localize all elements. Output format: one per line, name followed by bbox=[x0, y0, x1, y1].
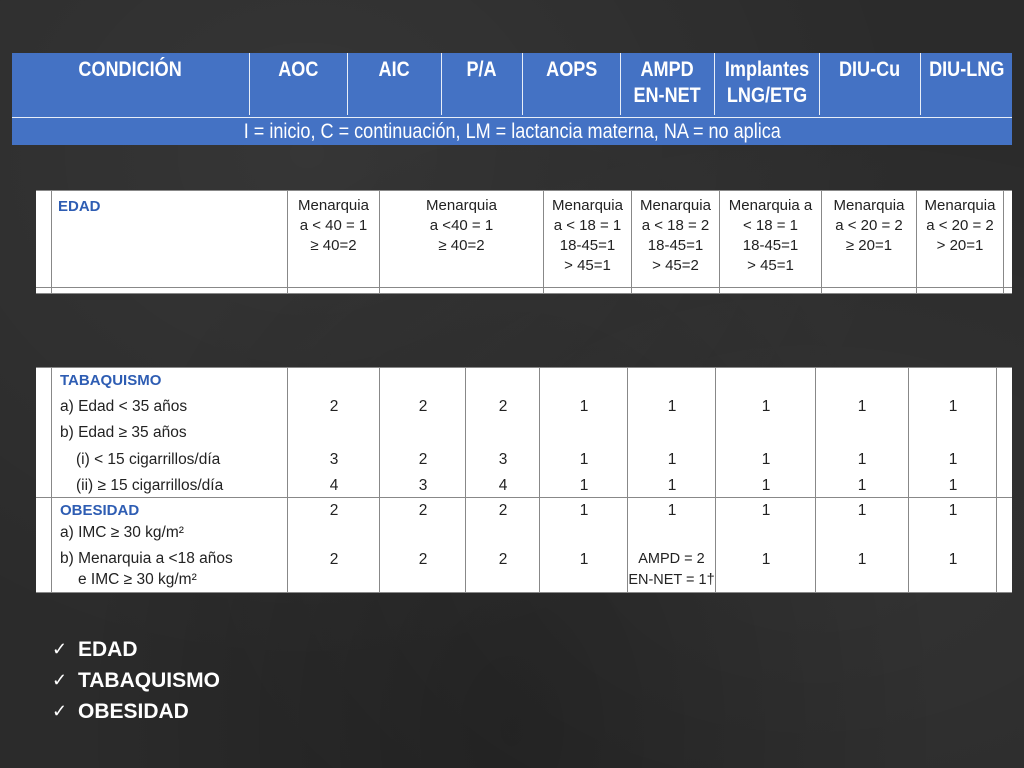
cell-menarquia-imc-aoc: 2 bbox=[329, 551, 339, 568]
risk-table bbox=[36, 367, 1012, 593]
cell-menos-15-diu-cu: 1 bbox=[857, 451, 867, 468]
cell-mas-15-ampd: 1 bbox=[667, 477, 677, 494]
cell-obesidad-header-diu-cu: 1 bbox=[857, 502, 867, 519]
checklist-item-edad bbox=[52, 634, 220, 665]
cell-obesidad-header-implantes: 1 bbox=[761, 502, 771, 519]
cell-obesidad-header-ampd: 1 bbox=[667, 502, 677, 519]
cell-obesidad-header-aoc: 2 bbox=[329, 502, 339, 519]
cell-obesidad-header-diu-lng: 1 bbox=[948, 502, 958, 519]
header-col-implantes: Implantes LNG/ETG bbox=[715, 53, 820, 115]
cell-edad-menor-35-aic: 2 bbox=[418, 398, 428, 415]
checkmark-icon: ✓ bbox=[52, 670, 68, 690]
edad-title: EDAD bbox=[58, 198, 101, 215]
cell-edad-menor-35-pa: 2 bbox=[498, 398, 508, 415]
edad-cell-implantes: Menarquia a < 18 = 1 18-45=1 > 45=1 bbox=[728, 197, 813, 274]
cell-menarquia-imc-implantes: 1 bbox=[761, 551, 771, 568]
header-col-condicion: CONDICIÓN bbox=[12, 53, 250, 115]
cell-menos-15-aic: 2 bbox=[418, 451, 428, 468]
cell-menarquia-imc-ampd: AMPD = 2 EN-NET = 1† bbox=[628, 551, 715, 588]
cell-menarquia-imc-aops: 1 bbox=[579, 551, 589, 568]
obesidad-title: OBESIDAD bbox=[60, 502, 140, 519]
header-col-aops: AOPS bbox=[523, 53, 621, 115]
edad-cell-ampd: Menarquia a < 18 = 2 18-45=1 > 45=2 bbox=[640, 197, 711, 274]
cell-mas-15-implantes: 1 bbox=[761, 477, 771, 494]
topic-checklist bbox=[52, 634, 220, 727]
cell-mas-15-aoc: 4 bbox=[329, 477, 339, 494]
checklist-item-tabaquismo bbox=[52, 665, 220, 696]
cell-edad-menor-35-diu-lng: 1 bbox=[948, 398, 958, 415]
cell-menos-15-pa: 3 bbox=[498, 451, 508, 468]
header-col-aoc: AOC bbox=[250, 53, 348, 115]
cell-edad-menor-35-ampd: 1 bbox=[667, 398, 677, 415]
header-col-pa: P/A bbox=[442, 53, 523, 115]
cell-menarquia-imc-diu-cu: 1 bbox=[857, 551, 867, 568]
edad-cell-diu-cu: Menarquia a < 20 = 2 ≥ 20=1 bbox=[833, 197, 905, 254]
cell-mas-15-aic: 3 bbox=[418, 477, 428, 494]
cell-edad-menor-35-aoc: 2 bbox=[329, 398, 339, 415]
edad-cell-aoc: Menarquia a < 40 = 1 ≥ 40=2 bbox=[298, 197, 369, 254]
edad-cell-aops: Menarquia a < 18 = 1 18-45=1 > 45=1 bbox=[552, 197, 623, 274]
cell-obesidad-header-aic: 2 bbox=[418, 502, 428, 519]
cell-edad-menor-35-implantes: 1 bbox=[761, 398, 771, 415]
checklist-item-label: TABAQUISMO bbox=[78, 669, 220, 692]
checkmark-icon: ✓ bbox=[52, 701, 68, 721]
row-label-edad-mayor-35: b) Edad ≥ 35 años bbox=[60, 424, 187, 441]
cell-menos-15-ampd: 1 bbox=[667, 451, 677, 468]
row-label-mas-15-cigarrillos: (ii) ≥ 15 cigarrillos/día bbox=[76, 477, 224, 494]
checklist-item-label: OBESIDAD bbox=[78, 700, 189, 723]
row-label-menos-15-cigarrillos: (i) < 15 cigarrillos/día bbox=[76, 451, 221, 468]
header-table bbox=[12, 53, 1012, 145]
cell-mas-15-diu-lng: 1 bbox=[948, 477, 958, 494]
cell-mas-15-aops: 1 bbox=[579, 477, 589, 494]
cell-menos-15-diu-lng: 1 bbox=[948, 451, 958, 468]
cell-edad-menor-35-aops: 1 bbox=[579, 398, 589, 415]
cell-edad-menor-35-diu-cu: 1 bbox=[857, 398, 867, 415]
header-col-diu-lng: DIU-LNG bbox=[928, 58, 1005, 81]
cell-menarquia-imc-pa: 2 bbox=[498, 551, 508, 568]
edad-cell-diu-lng: Menarquia a < 20 = 2 > 20=1 bbox=[924, 197, 996, 254]
cell-menos-15-implantes: 1 bbox=[761, 451, 771, 468]
edad-cell-aic-pa: Menarquia a <40 = 1 ≥ 40=2 bbox=[426, 197, 497, 254]
cell-obesidad-header-pa: 2 bbox=[498, 502, 508, 519]
cell-menos-15-aops: 1 bbox=[579, 451, 589, 468]
header-col-ampd: AMPD EN-NET bbox=[621, 53, 715, 115]
header-col-aic: AIC bbox=[348, 53, 442, 115]
legend-row: I = inicio, C = continuación, LM = lactancia materna, NA = no aplica bbox=[12, 117, 1012, 146]
cell-menarquia-imc-aic: 2 bbox=[418, 551, 428, 568]
edad-table bbox=[36, 190, 1012, 294]
row-label-menarquia-imc: b) Menarquia a <18 años bbox=[60, 550, 233, 567]
tabaquismo-title: TABAQUISMO bbox=[60, 372, 162, 389]
row-label-edad-menor-35: a) Edad < 35 años bbox=[60, 398, 188, 415]
cell-mas-15-pa: 4 bbox=[498, 477, 508, 494]
header-col-diu-cu: DIU-Cu bbox=[820, 53, 921, 115]
cell-mas-15-diu-cu: 1 bbox=[857, 477, 867, 494]
row-label-menarquia-imc-line2: e IMC ≥ 30 kg/m² bbox=[78, 571, 197, 588]
checklist-item-label: EDAD bbox=[78, 638, 138, 661]
cell-menarquia-imc-diu-lng: 1 bbox=[948, 551, 958, 568]
cell-obesidad-header-aops: 1 bbox=[579, 502, 589, 519]
checkmark-icon: ✓ bbox=[52, 639, 68, 659]
cell-menos-15-aoc: 3 bbox=[329, 451, 339, 468]
row-label-imc: a) IMC ≥ 30 kg/m² bbox=[60, 524, 184, 541]
checklist-item-obesidad bbox=[52, 696, 220, 727]
